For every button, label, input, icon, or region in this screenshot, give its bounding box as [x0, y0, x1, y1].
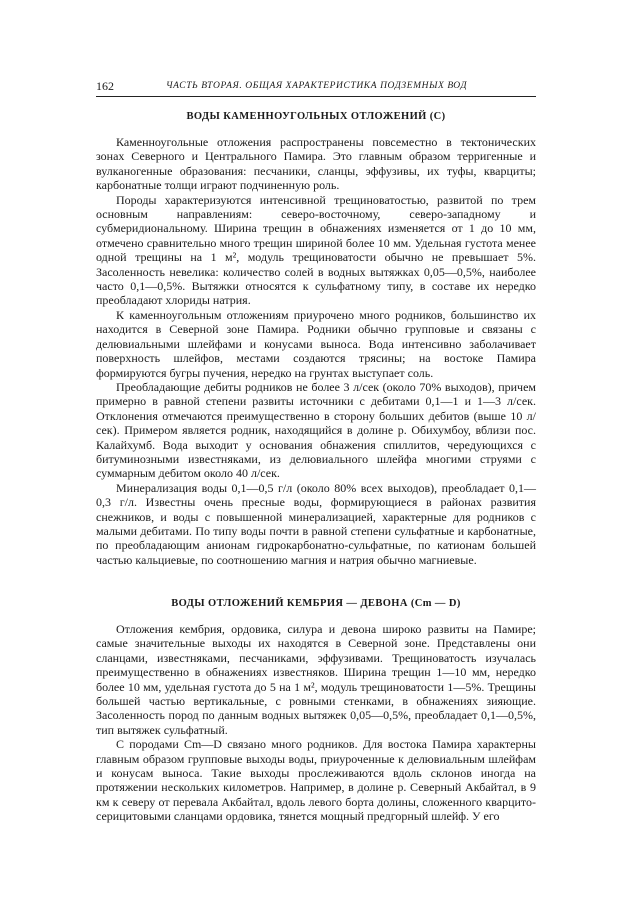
- section-carboniferous: [96, 110, 536, 567]
- paragraph: Отложения кембрия, ордовика, силура и девона широко развиты на Памире; самые значительные выходы их находятся в Северной зоне. Представлены они сланцами, известняками, песчаниками, эффузивами. Трещиноватость изучалась преимущественно в обнажениях известняков. Ширина трещин 1—10 мм, нередко более 10 мм, удельная густота до 5 на 1 м², модуль трещиноватости 1—5%. Трещины большей частью вертикальные, с ровными стенками, в обнажениях зияющие. Засоленность пород по данным водных вытяжек 0,05—0,5%, преобладает 0,1—0,5%, тип вытяжек сульфатный.: [96, 622, 536, 737]
- paragraph: С породами Cm—D связано много родников. Для востока Памира характерны главным образом групповые выходы воды, приуроченные к делювиальным шлейфам и конусам выноса. Такие выходы прослеживаются вдоль склонов иногда на протяжении нескольких километров. Например, в долине р. Северный Акбайтал, в 9 км к северу от перевала Акбайтал, вдоль левого борта долины, сложенного кварцито-серицитовыми сланцами ордовика, тянется мощный предгорный шлейф. У его: [96, 737, 536, 824]
- paragraph: Породы характеризуются интенсивной трещиноватостью, развитой по трем основным направлениям: северо-восточному, северо-западному и субмеридиональному. Ширина трещин в обнажениях изменяется от 1 до 10 мм, отмечено сравнительно много трещин шириной более 10 мм. Удельная густота менее одной трещины на 1 м², модуль трещиноватости обычно не превышает 5%. Засоленность невелика: количество солей в водных вытяжках 0,05—0,5%, наиболее часто 0,1—0,5%. Вытяжки относятся к сульфатному типу, в составе их нередко преобладают хлориды натрия.: [96, 192, 536, 308]
- section-heading: ВОДЫ ОТЛОЖЕНИЙ КЕМБРИЯ — ДЕВОНА (Cm — D): [171, 598, 461, 609]
- paragraph: Минерализация воды 0,1—0,5 г/л (около 80% всех выходов), преобладает 0,1—0,3 г/л. Известны очень пресные воды, формирующиеся в районах развития снежников, и воды с повышенной минерализацией, характерные для родников с малыми дебитами. По типу воды почти в равной степени сульфатные и карбонатные, по преобладающим анионам гидрокарбонатно-сульфатные, по катионам большей частью кальциевые, по соотношению магния и натрия обычно магниевые.: [96, 480, 536, 567]
- paragraph: К каменноугольным отложениям приурочено много родников, большинство их находится в Северной зоне Памира. Родники обычно групповые и связаны с делювиальными шлейфами и конусами выноса. Вода интенсивно заболачивает поверхность шлейфов, местами создаются трясины; на востоке Памира формируются бугры пучения, нередко на грунтах выступает соль.: [96, 307, 536, 380]
- running-head: ЧАСТЬ ВТОРАЯ. ОБЩАЯ ХАРАКТЕРИСТИКА ПОДЗЕМНЫХ ВОД: [166, 81, 468, 91]
- page-number: 162: [96, 79, 114, 93]
- page-header: [96, 78, 536, 97]
- section-cambrian-devonian: [96, 597, 536, 824]
- paragraph: Каменноугольные отложения распространены повсеместно в тектонических зонах Северного и Центрального Памира. Это главным образом терригенные и вулканогенные образования: песчаники, сланцы, эффузивы, их туфы, кварциты; карбонатные толщи играют подчиненную роль.: [96, 135, 536, 193]
- section-heading: ВОДЫ КАМЕННОУГОЛЬНЫХ ОТЛОЖЕНИЙ (С): [186, 111, 446, 122]
- paragraph: Преобладающие дебиты родников не более 3 л/сек (около 70% выходов), причем примерно в равной степени развиты источники с дебитами 0,1—1 и 1—3 л/сек. Отклонения отмечаются преимущественно в сторону больших дебитов (выше 10 л/сек). Примером является родник, находящийся в долине р. Обихумбоу, вблизи пос. Калайхумб. Вода выходит у основания обнажения спиллитов, чередующихся с битуминозными известняками, из делювиального шлейфа многими струями с суммарным дебитом около 40 л/сек.: [96, 379, 536, 481]
